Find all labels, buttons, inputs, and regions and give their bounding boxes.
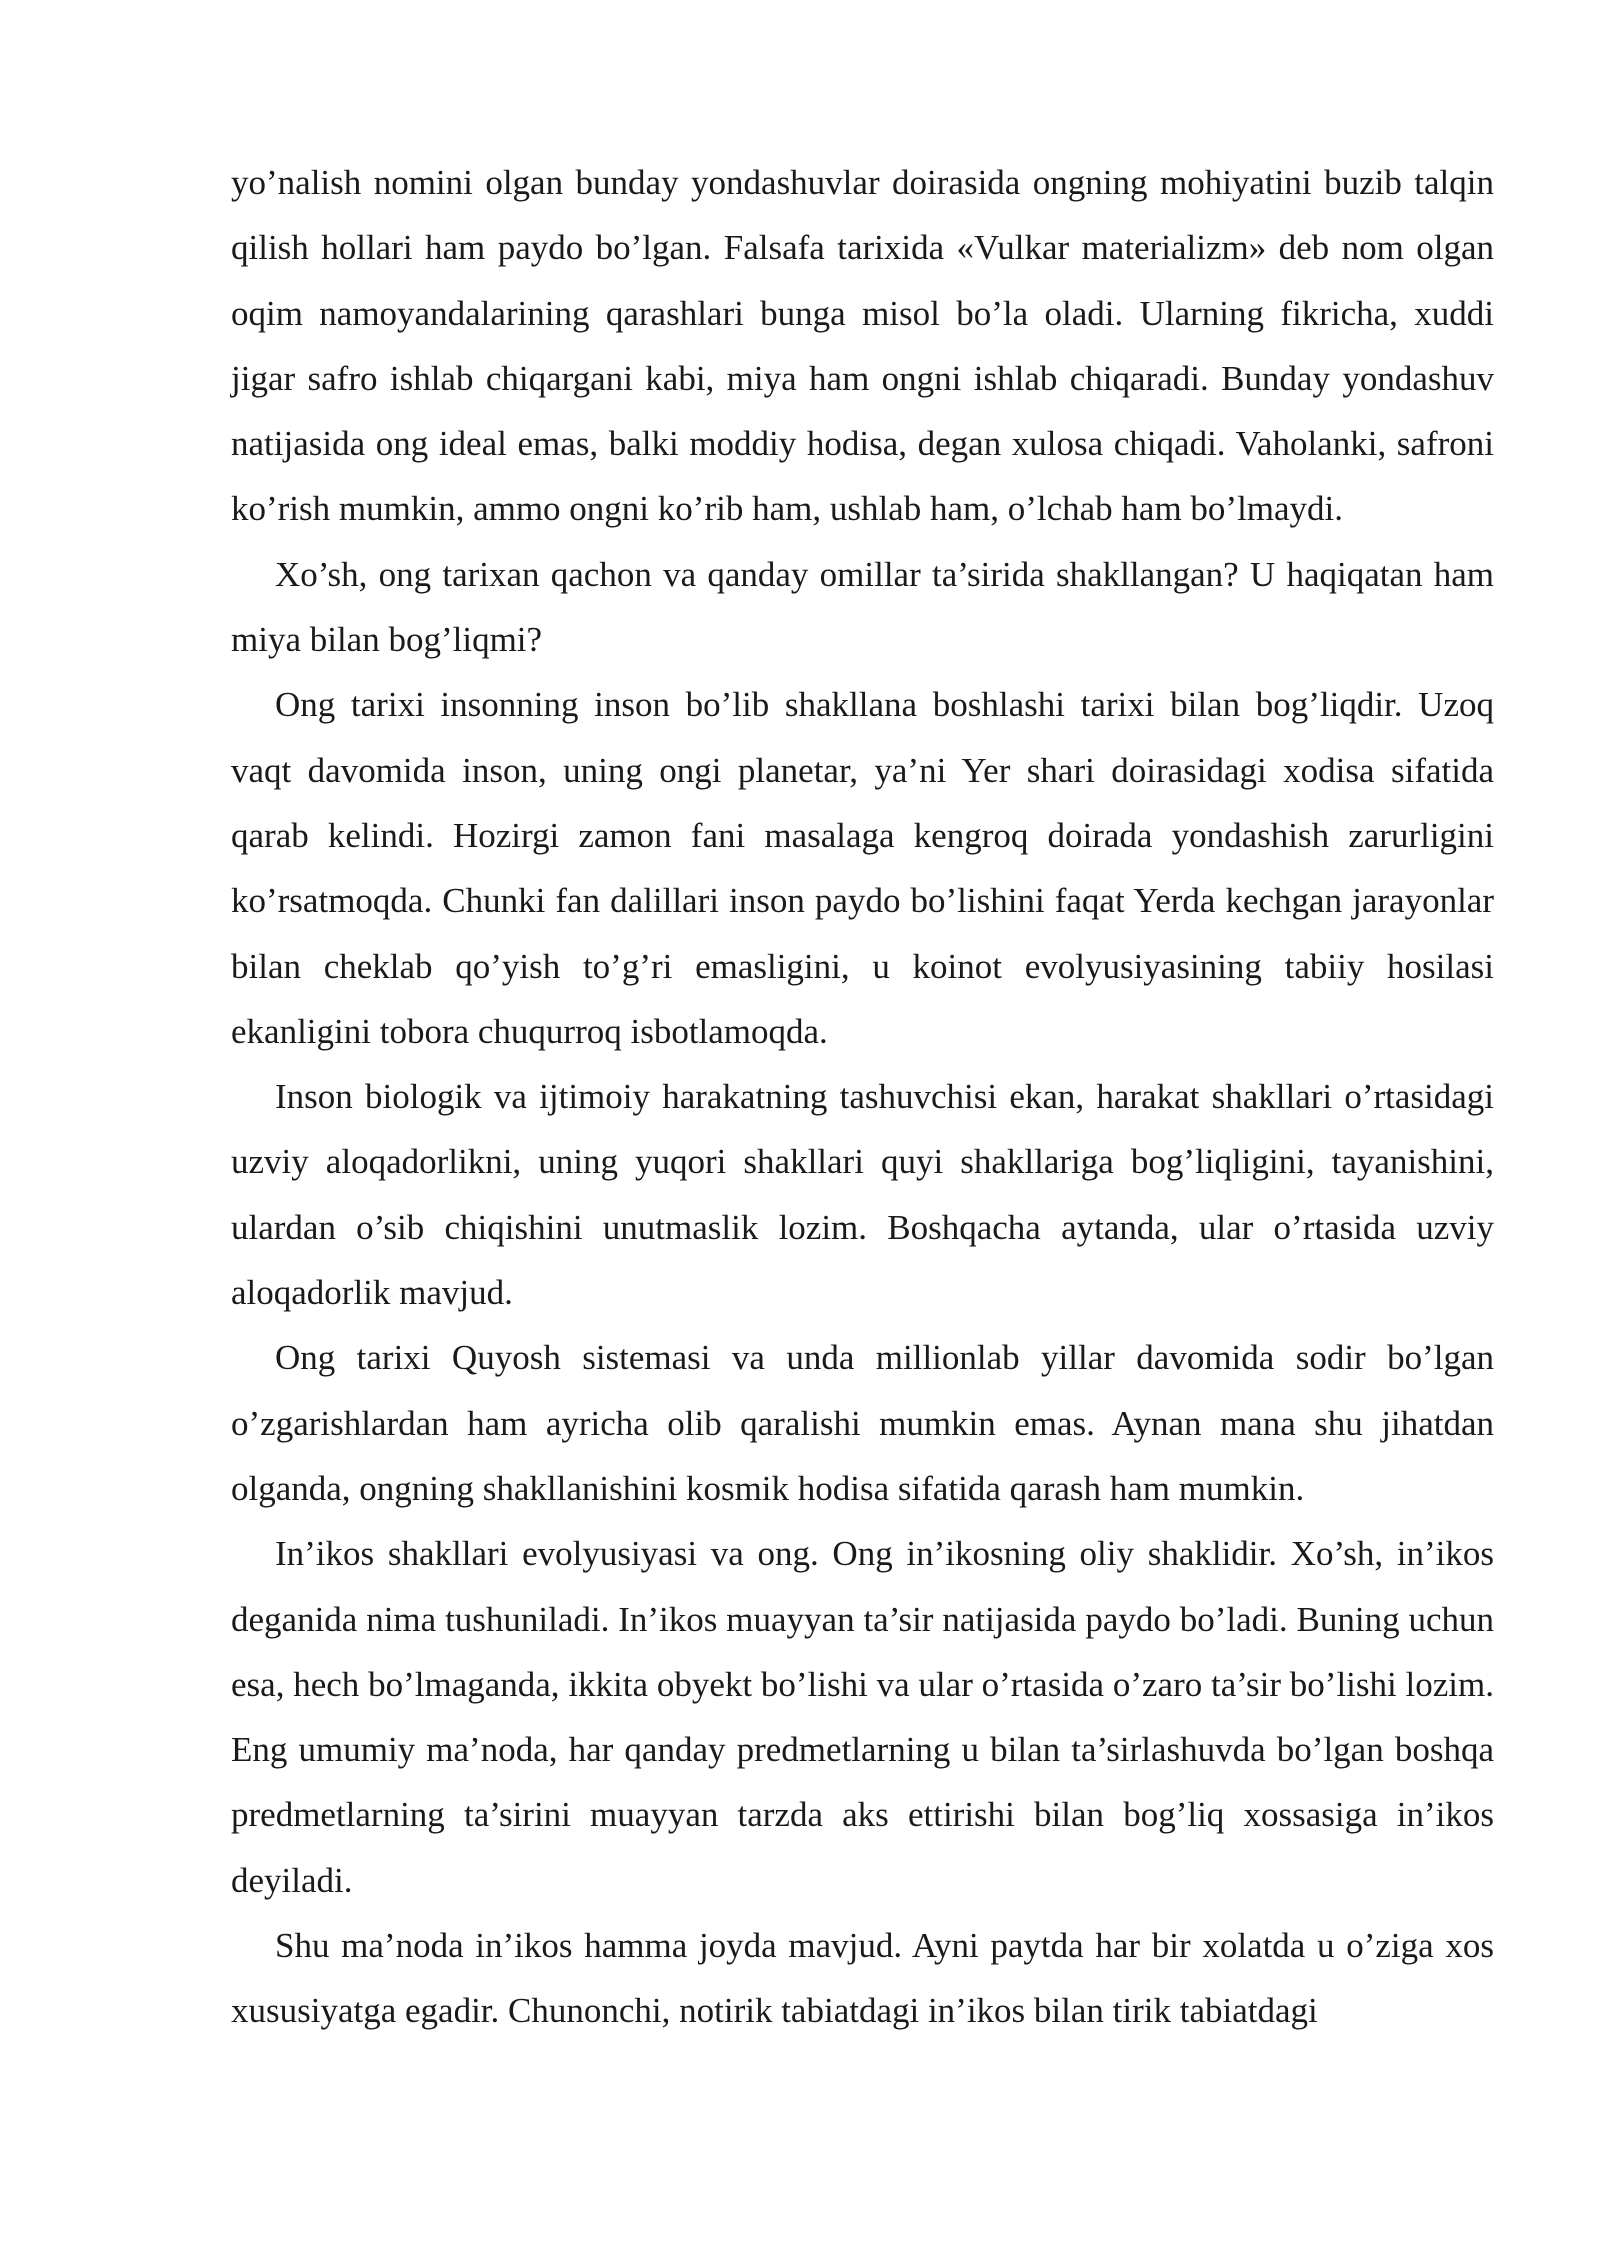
document-page [231, 150, 1494, 2044]
paragraph-reflection-forms: In’ikos shakllari evolyusiyasi va ong. Ong in’ikosning oliy shaklidir. Xo’sh, in’ikos deganida nima tushuniladi. In’ikos muayyan ta’sir natijasida paydo bo’ladi. Buning uchun esa, hech bo’lmaganda, ikkita obyekt bo’lishi va ular o’rtasida o’zaro ta’sir bo’lishi lozim. Eng umumiy ma’noda, har qanday predmetlarning u bilan ta’sirlashuvda bo’lgan boshqa predmetlarning ta’sirini muayyan tarzda aks ettirishi bilan bog’liq xossasiga in’ikos deyiladi. [231, 1534, 1494, 1900]
paragraph-continued: yo’nalish nomini olgan bunday yondashuvlar doirasida ongning mohiyatini buzib talqin qilish hollari ham paydo bo’lgan. Falsafa tarixida «Vulkar materializm» deb nom olgan oqim namoyandalarining qarashlari bunga misol bo’la oladi. Ularning fikricha, xuddi jigar safro ishlab chiqargani kabi, miya ham ongni ishlab chiqaradi. Bunday yondashuv natijasida ong ideal emas, balki moddiy hodisa, degan xulosa chiqadi. Vaholanki, safroni ko’rish mumkin, ammo ongni ko’rib ham, ushlab ham, o’lchab ham bo’lmaydi. [231, 163, 1494, 529]
paragraph-history-of-consciousness: Ong tarixi insonning inson bo’lib shakllana boshlashi tarixi bilan bog’liqdir. Uzoq vaqt davomida inson, uning ongi planetar, ya’ni Yer shari doirasidagi xodisa sifatida qarab kelindi. Hozirgi zamon fani masalaga kengroq doirada yondashish zarurligini ko’rsatmoqda. Chunki fan dalillari inson paydo bo’lishini faqat Yerda kechgan jarayonlar bilan cheklab qo’yish to’g’ri emasligini, u koinot evolyusiyasining tabiiy hosilasi ekanligini tobora chuqurroq isbotlamoqda. [231, 685, 1494, 1051]
paragraph-question: Xo’sh, ong tarixan qachon va qanday omillar ta’sirida shakllangan? U haqiqatan ham miya bilan bog’liqmi? [231, 554, 1494, 660]
paragraph-solar-system: Ong tarixi Quyosh sistemasi va unda millionlab yillar davomida sodir bo’lgan o’zgarishlardan ham ayricha olib qaralishi mumkin emas. Aynan mana shu jihatdan olganda, ongning shakllanishini kosmik hodisa sifatida qarash ham mumkin. [231, 1338, 1494, 1508]
paragraph-reflection-everywhere: Shu ma’noda in’ikos hamma joyda mavjud. Ayni paytda har bir xolatda u o’ziga xos xususiyatga egadir. Chunonchi, notirik tabiatdagi in’ikos bilan tirik tabiatdagi [231, 1926, 1494, 2031]
paragraph-motion-forms: Inson biologik va ijtimoiy harakatning tashuvchisi ekan, harakat shakllari o’rtasidagi uzviy aloqadorlikni, uning yuqori shakllari quyi shakllariga bog’liqligini, tayanishini, ulardan o’sib chiqishini unutmaslik lozim. Boshqacha aytanda, ular o’rtasida uzviy aloqadorlik mavjud. [231, 1077, 1494, 1313]
